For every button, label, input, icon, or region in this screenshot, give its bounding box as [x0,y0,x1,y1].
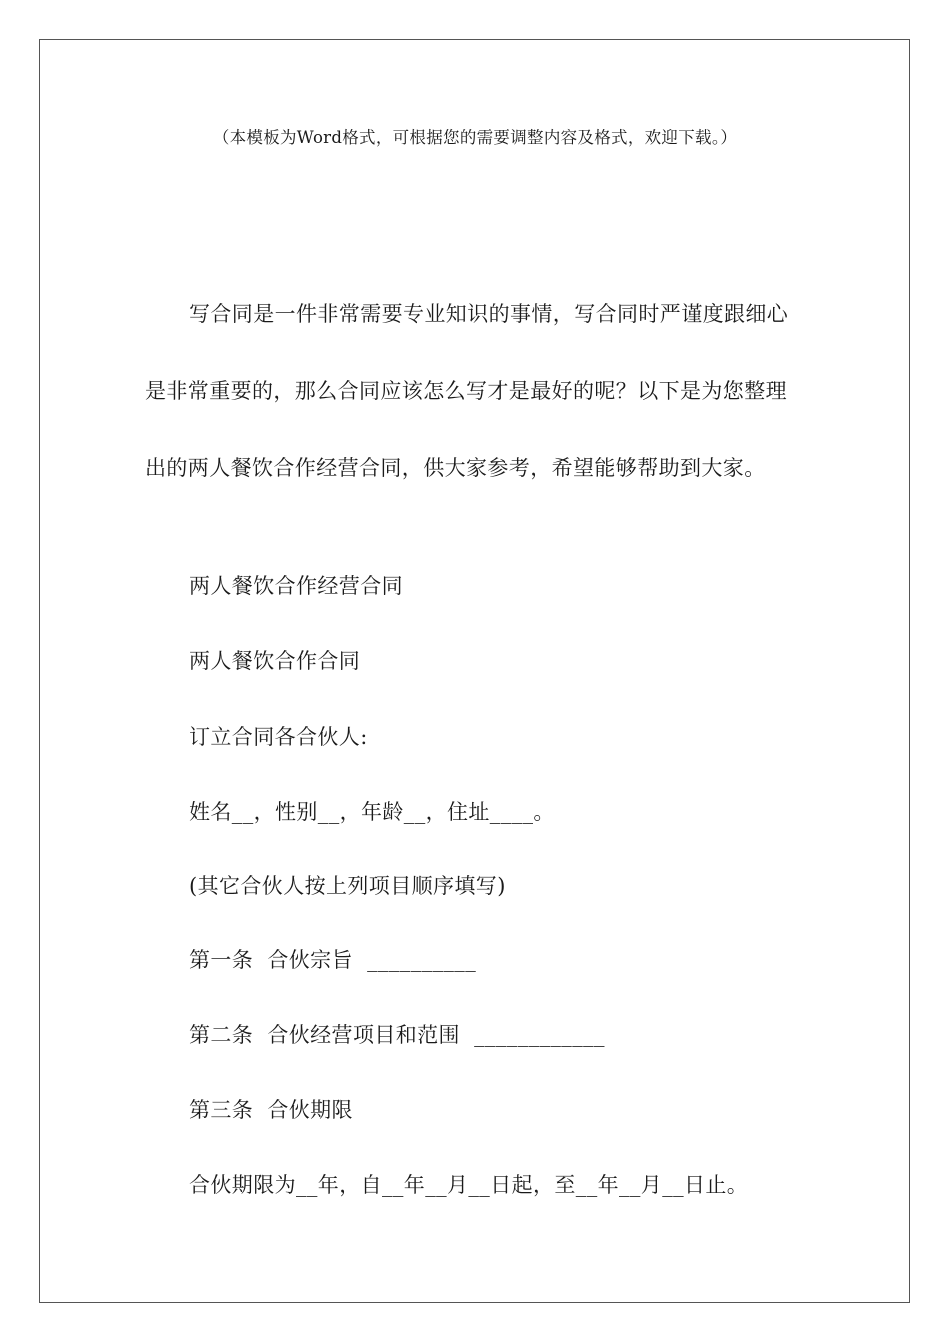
article-2: 第二条 合伙经营项目和范围 ____________ [189,1023,605,1047]
contract-title: 两人餐饮合作经营合同 [189,574,403,598]
term-clause: 合伙期限为__年，自__年__月__日起，至__年__月__日止。 [189,1173,749,1197]
intro-paragraph: 写合同是一件非常需要专业知识的事情，写合同时严谨度跟细心是非常重要的，那么合同应该怎么写才是最好的呢？以下是为您整理出的两人餐饮合作经营合同，供大家参考，希望能够帮助到大家。 [145,302,789,480]
contract-subtitle: 两人餐饮合作合同 [189,649,361,673]
article-1: 第一条 合伙宗旨 __________ [189,948,477,972]
article-3: 第三条 合伙期限 [189,1098,353,1122]
partner-note: (其它合伙人按上列项目顺序填写) [189,874,506,898]
partner-info-line: 姓名__，性别__，年龄__，住址____。 [189,800,555,824]
template-notice: （本模板为Word格式，可根据您的需要调整内容及格式，欢迎下载。） [212,128,738,147]
partners-heading: 订立合同各合伙人: [189,725,368,749]
page-border [39,39,910,1303]
